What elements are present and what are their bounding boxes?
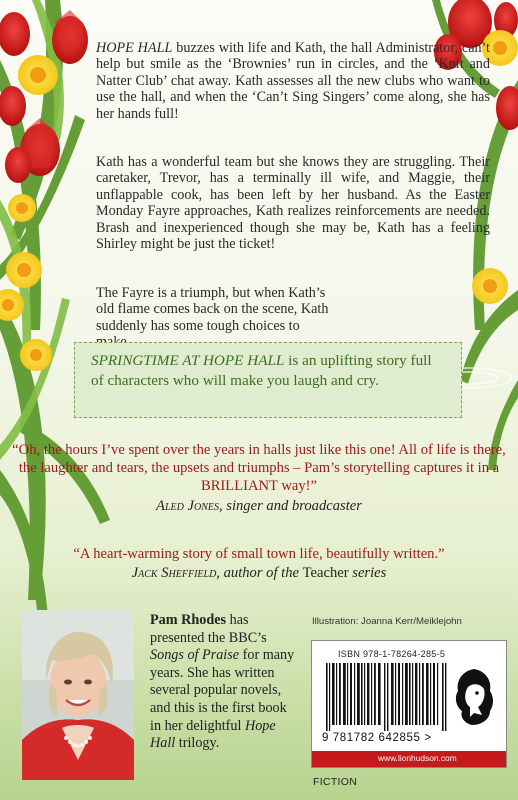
bio-text: has presented the BBC’s <box>150 612 267 646</box>
quote-text: “A heart-warming story of small town life, beautifully written.” <box>73 546 445 562</box>
programme-name: Songs of Praise <box>150 647 240 664</box>
quote-author: Aled Jones <box>156 497 219 514</box>
series-name: Hope Hall <box>150 717 276 752</box>
barcode-number: 9 781782 642855 > <box>322 732 432 744</box>
blurb-text: Kath has a wonderful team but she knows they are struggling. Their caretaker, Trevor, has a terminally ill wife, and Maggie, their unflappable cook, has been left by her husband. As the Easter Monday Fayre approaches, Kath realizes reinforcements are needed. Brash and inexperienced though she may be, Kath has a feeling Shirley might be just the ticket! <box>96 154 490 253</box>
isbn-label: ISBN 978-1-78264-285-5 <box>338 649 446 659</box>
highlight-box <box>74 342 462 418</box>
blurb-paragraph-3 <box>96 285 340 351</box>
barcode-icon <box>326 663 448 731</box>
lion-logo-icon <box>452 667 496 727</box>
highlight-title: SPRINGTIME AT HOPE HALL <box>91 352 285 369</box>
author-photo <box>22 610 134 780</box>
author-bio <box>150 612 300 753</box>
publisher-url[interactable]: www.lionhudson.com <box>378 753 457 763</box>
quote-author-role-end: series <box>348 565 387 582</box>
illustration-credit: Illustration: Joanna Kerr/Meiklejohn <box>312 616 462 627</box>
blurb-paragraph-2 <box>96 154 490 252</box>
quote-attribution <box>10 497 508 515</box>
bio-text: trilogy. <box>175 735 220 752</box>
quote-attribution <box>10 564 508 582</box>
quote-author-role: , singer and broadcaster <box>218 497 362 514</box>
book-title-inline: HOPE HALL <box>96 40 173 56</box>
quote-author: Jack Sheffield <box>131 565 217 582</box>
blurb-text: buzzes with life and Kath, the hall Administrator, can’t help but smile as the ‘Brownies’ run in circles, and the ‘Knit and Natter Club’ chat away. Kath assesses all the new clubs who want to use the hall, and when the ‘Can’t Sing Singers’ come along, she has her hands full! <box>96 40 490 122</box>
quote-series-name: Teacher <box>302 565 349 582</box>
endorsement-quote-1 <box>10 441 508 515</box>
bio-text: for many years. She has written several popular novels, and this is the first book in her delightful <box>150 647 295 734</box>
quote-text: “Oh, the hours I’ve spent over the years in halls just like this one! All of life is there, the laughter and tears, the upsets and triumphs – Pam’s storytelling captures it in a BRILLIANT way!” <box>12 442 506 495</box>
author-name: Pam Rhodes <box>150 612 227 628</box>
barcode-panel <box>311 640 507 768</box>
quote-author-role: , author of the <box>216 565 303 582</box>
endorsement-quote-2 <box>10 545 508 582</box>
highlight-text: is an uplifting story full of characters who will make you laugh and cry. <box>91 352 432 389</box>
blurb-paragraph-1 <box>96 40 490 122</box>
publisher-bar <box>312 751 506 767</box>
blurb-text: The Fayre is a triumph, but when Kath’s old flame comes back on the scene, Kath suddenly has some tough choices to <box>96 285 329 334</box>
genre-label: FICTION <box>313 776 358 788</box>
